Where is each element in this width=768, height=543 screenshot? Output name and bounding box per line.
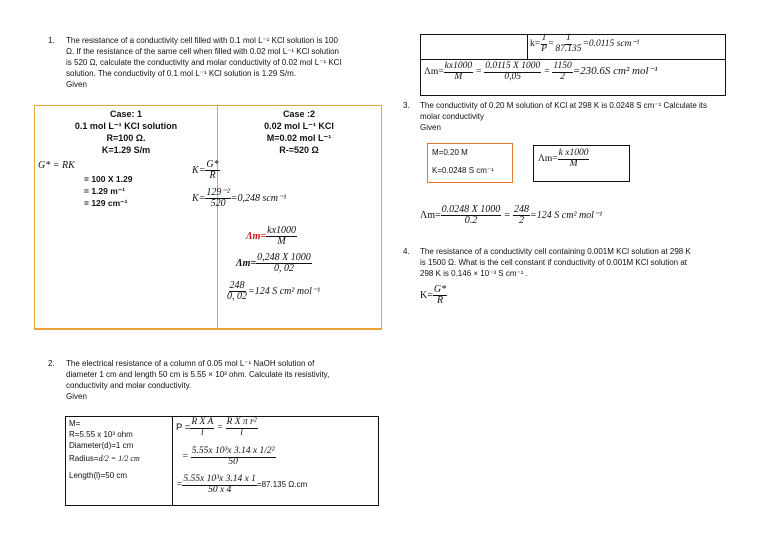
right-top-box-hline — [421, 59, 725, 60]
q3-formula — [538, 149, 589, 169]
q3-calc: Λm= $\frac{0.0248 X 1000}{0.2}$ = $\frac{248}{2}$ =124 S cm² mol⁻¹ — [420, 204, 603, 226]
right-k-formula: k= $\frac{1}{P}$ = $\frac{1}{87.135}$ =0.0115 scm⁻¹ — [530, 33, 640, 54]
right-k-num1: 1 — [541, 33, 547, 43]
q3-line1: The conductivity of 0.20 M solution of KCl at 298 K is 0.0248 S cm⁻¹ Calculate its — [420, 101, 708, 110]
case2-line1: 0.02 mol L⁻¹ KCl — [264, 121, 334, 131]
q4-number: 4. — [403, 247, 410, 256]
case2-k-formula — [192, 160, 220, 181]
q4-k-formula — [420, 285, 447, 306]
q2-given-length: Length(l)=50 cm — [69, 471, 128, 480]
case1-line2: R=100 Ω. — [106, 133, 146, 143]
right-top-box-vline — [527, 35, 528, 59]
q2-given-radius — [69, 453, 173, 464]
q2-given-r: R=5.55 x 10³ ohm — [69, 430, 133, 439]
right-lambda-den1: M — [454, 71, 463, 82]
q1-line3: is 520 Ω, calculate the conductivity and molar conductivity of 0.02 mol L⁻¹ KCl — [66, 58, 342, 67]
case2-k2-lhs: K= — [192, 192, 206, 204]
q3-calc-num2: 248 — [514, 204, 530, 215]
q2-given-list — [69, 418, 173, 481]
q2-line1: The electrical resistance of a column of 0.05 mol L⁻¹ NaOH solution of — [66, 359, 315, 368]
right-lambda-num1: kx1000 — [444, 61, 473, 71]
case1-header — [36, 108, 216, 156]
q1-line4: solution. The conductivity of 0.1 mol L⁻¹ KCl solution is 1.29 S/m. — [66, 69, 296, 78]
right-k-num2: 1 — [566, 33, 571, 43]
case2-k2-result: =0,248 scm⁻¹ — [230, 192, 287, 204]
case2-lambda2-num: 0,248 X 1000 — [257, 252, 311, 263]
case2-k-num: G* — [206, 159, 219, 170]
case1-step2: = 1.29 m⁻¹ — [84, 186, 126, 196]
right-k-lhs: k= — [530, 39, 541, 50]
case1-title: Case: 1 — [109, 109, 143, 119]
right-lambda-num3: 1150 — [553, 61, 572, 71]
right-lambda-formula: Λm= $\frac{kx1000}{M}$ = $\frac{0.0115 X 1000}{0,05}$ = $\frac{1150}{2}$ =230.6S cm² mol⁻¹ — [424, 61, 658, 82]
q2-p-den1: l — [201, 427, 204, 438]
case2-k-calc — [192, 188, 286, 209]
q1-number: 1. — [48, 36, 55, 45]
right-lambda-result: =230.6S cm² mol⁻¹ — [572, 65, 658, 78]
case2-lambda-result — [226, 281, 320, 302]
case2-k-lhs: K= — [192, 164, 206, 176]
q2-p3-num: 5.55x 10³x 3.14 x 1 — [183, 474, 256, 484]
case2-lambda-num: kx1000 — [267, 225, 297, 236]
case2-lambda-symbol: Λm= — [246, 230, 267, 242]
case1-formula: G* = RK — [38, 160, 75, 171]
q2-p-den2: l — [240, 427, 243, 438]
q2-given-d: Diameter(d)=1 cm — [69, 441, 134, 450]
right-lambda-den2: 0,05 — [504, 71, 522, 82]
q2-p-lhs: P = — [176, 422, 191, 434]
right-k-den1: P — [541, 43, 547, 54]
q2-p-num1: R X A — [191, 417, 214, 427]
case1-step1: = 100 X 1.29 — [84, 174, 133, 184]
right-k-result: =0.0115 scm⁻¹ — [582, 39, 640, 50]
case2-lambda3-num: 248 — [229, 280, 245, 291]
q2-line2: diameter 1 cm and length 50 cm is 5.55 × 10³ ohm. Calculate its resistivity, — [66, 370, 330, 379]
q4-k-lhs: K= — [420, 289, 433, 301]
q2-p-num2: R X π r² — [226, 417, 257, 427]
case2-title: Case :2 — [282, 109, 316, 119]
q3-given-m: M=0.20 M — [432, 148, 468, 157]
right-lambda-den3: 2 — [560, 71, 565, 82]
q2-p3-den: 50 x 4 — [208, 484, 232, 495]
q2-p2-den: 50 — [228, 456, 238, 467]
q3-formula-symbol: Λm= — [538, 154, 558, 165]
case2-lambda2-symbol: Λm= — [236, 257, 257, 269]
case2-lambda3-den: 0, 02 — [227, 291, 247, 302]
case2-lambda-calc — [236, 253, 312, 274]
q1-text — [66, 35, 386, 90]
case1-steps — [84, 173, 132, 209]
right-lambda-num2: 0.0115 X 1000 — [485, 61, 541, 71]
q2-p-formula: P = $\frac{\text{R X A}}{l}$ = $\frac{\text{R X π r²}}{l}$ — [176, 417, 257, 438]
q3-text — [420, 100, 750, 133]
q2-p-step3: = $\frac{\text{5.55x 10³x 3.14 x 1}}{50 x 4}$ =87.135 Ω.cm — [176, 474, 308, 495]
q2-number: 2. — [48, 359, 55, 368]
case2-k-den: R — [209, 170, 216, 181]
q3-calc-den1: 0.2 — [464, 215, 478, 226]
q1-line2: Ω. If the resistance of the same cell when filled with 0.02 mol L⁻¹ KCl solution — [66, 47, 339, 56]
q4-text — [420, 246, 750, 279]
case1-step3: = 129 cm⁻¹ — [84, 198, 128, 208]
case2-line3: R-=520 Ω — [279, 145, 319, 155]
q3-number: 3. — [403, 101, 410, 110]
q3-line2: molar conductivity — [420, 112, 485, 121]
q4-line2: is 1500 Ω. What is the cell constant if conductivity of 0.001M KCl solution at — [420, 258, 687, 267]
case2-k2-den: 520 — [210, 198, 226, 209]
case1-line3: K=1.29 S/m — [101, 145, 151, 155]
case1-line1: 0.1 mol L⁻¹ KCl solution — [74, 121, 178, 131]
q2-radius-label: Radius= — [69, 454, 99, 463]
q3-formula-num: k x1000 — [558, 148, 589, 158]
q3-calc-den2: 2 — [519, 215, 525, 226]
q3-calc-result: =124 S cm² mol⁻¹ — [530, 209, 603, 221]
q4-line3: 298 K is 0.146 × 10⁻³ S cm⁻¹ . — [420, 269, 528, 278]
q2-p3-result: =87.135 Ω.cm — [256, 480, 308, 490]
q2-line3: conductivity and molar conductivity. — [66, 381, 192, 390]
q4-k-num: G* — [433, 284, 447, 295]
q2-p2-num: 5.55x 10³x 3.14 x 1/2² — [191, 446, 275, 456]
q1-line1: The resistance of a conductivity cell filled with 0.1 mol L⁻¹ KCl solution is 100 — [66, 36, 338, 45]
q1-given: Given — [66, 80, 87, 89]
right-lambda-symbol: Λm= — [424, 67, 444, 78]
q3-given: Given — [420, 123, 441, 132]
case2-lambda-formula — [246, 226, 297, 247]
q3-calc-symbol: Λm= — [420, 209, 441, 221]
q4-line1: The resistance of a conductivity cell containing 0.001M KCl solution at 298 K — [420, 247, 691, 256]
q4-k-den: R — [436, 295, 444, 306]
case2-header — [217, 108, 381, 156]
q2-text — [66, 358, 386, 402]
case2-lambda-den: M — [277, 236, 286, 247]
case2-lambda2-den: 0, 02 — [273, 263, 294, 274]
q2-radius-value: d/2 = 1/2 cm — [98, 454, 140, 463]
q2-p-step2: = $\frac{\text{5.55x 10³x 3.14 x 1/2²}}{50}$ — [182, 446, 275, 467]
right-k-den2: 87.135 — [555, 43, 582, 54]
q3-formula-den: M — [569, 158, 578, 169]
q2-given-m: M= — [69, 419, 81, 428]
case2-k2-num: 129⁻² — [206, 187, 230, 198]
q3-given-box — [427, 143, 513, 183]
q3-calc-num1: 0.0248 X 1000 — [441, 204, 501, 215]
q2-given: Given — [66, 392, 87, 401]
case2-line2: M=0.02 mol L⁻¹ — [266, 133, 332, 143]
case2-lambda3-result: =124 S cm² mol⁻¹ — [248, 285, 321, 297]
q3-given-k: K=0.0248 S cm⁻¹ — [432, 166, 494, 175]
